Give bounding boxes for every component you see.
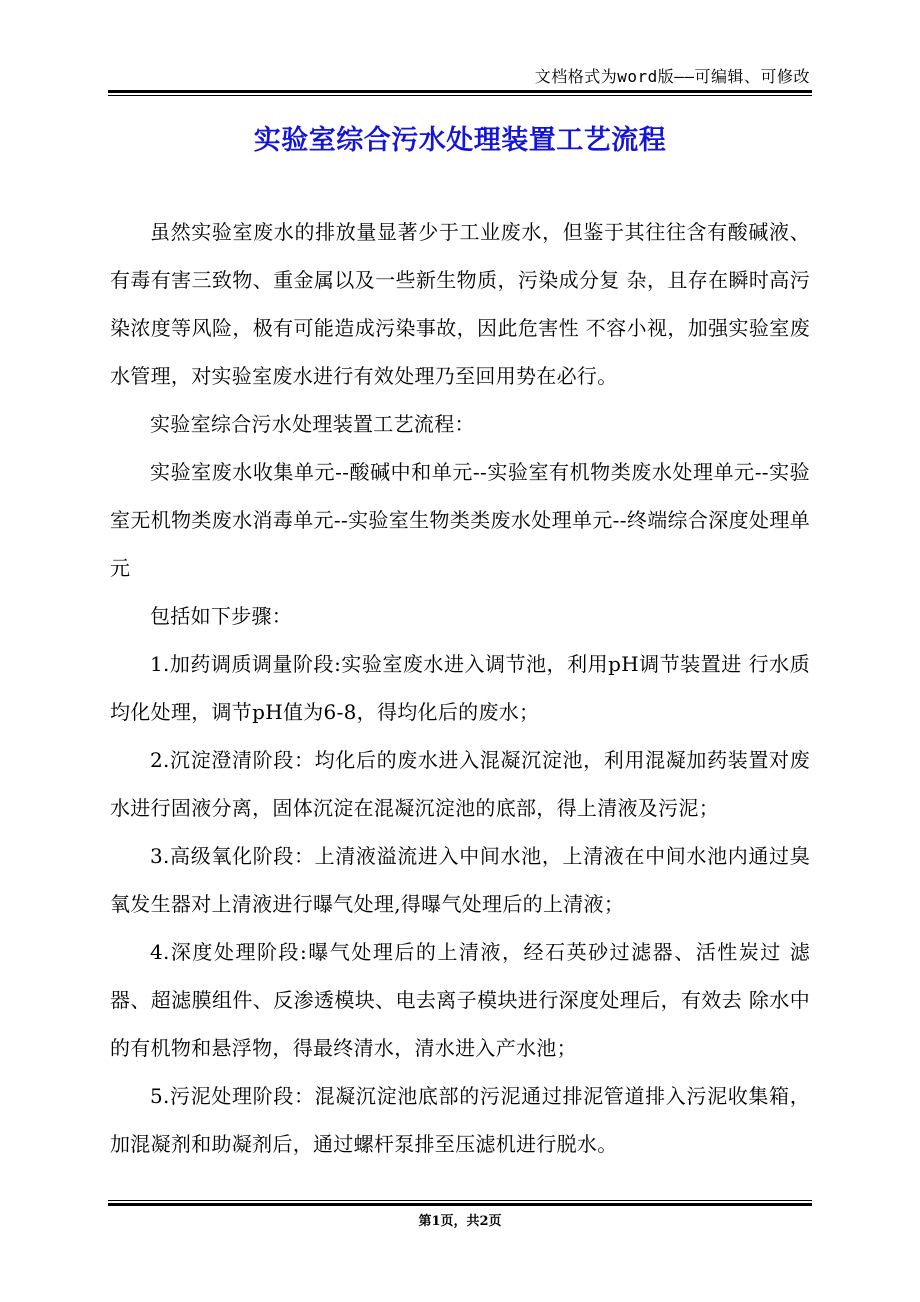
process-flow-paragraph: 实验室废水收集单元--酸碱中和单元--实验室有机物类废水处理单元--实验室无机物类废水消毒单元--实验室生物类类废水处理单元--终端综合深度处理单元 [110, 460, 810, 580]
process-heading-paragraph: 实验室综合污水处理装置工艺流程： [150, 412, 475, 436]
header-rule-thick [108, 90, 812, 93]
intro-paragraph: 虽然实验室废水的排放量显著少于工业废水，但鉴于其往往含有酸碱液、有毒有害三致物、重金属以及一些新生物质，污染成分复 杂，且存在瞬时高污染浓度等风险，极有可能造成污染事故，因此危害性 不容小视，加强实验室废水管理，对实验室废水进行有效处理乃至回用势在必行。 [110, 220, 810, 388]
steps-intro-paragraph: 包括如下步骤： [150, 604, 293, 628]
header-note: 文档格式为word版——可编辑、可修改 [534, 67, 810, 86]
step-2-paragraph: 2.沉淀澄清阶段：均化后的废水进入混凝沉淀池，利用混凝加药装置对废水进行固液分离，固体沉淀在混凝沉淀池的底部，得上清液及污泥； [110, 748, 810, 820]
step-4-paragraph: 4.深度处理阶段:曝气处理后的上清液，经石英砂过滤器、活性炭过 滤器、超滤膜组件、反渗透模块、电去离子模块进行深度处理后，有效去 除水中的有机物和悬浮物，得最终清水，清水进入产水池； [110, 940, 810, 1060]
step-5-paragraph: 5.污泥处理阶段：混凝沉淀池底部的污泥通过排泥管道排入污泥收集箱，加混凝剂和助凝剂后，通过螺杆泵排至压滤机进行脱水。 [110, 1084, 810, 1156]
page-number: 第1页，共2页 [418, 1214, 502, 1229]
footer-rule-thick [108, 1203, 812, 1206]
footer-rule-thin [108, 1200, 812, 1201]
step-3-paragraph: 3.高级氧化阶段：上清液溢流进入中间水池，上清液在中间水池内通过臭氧发生器对上清液进行曝气处理,得曝气处理后的上清液； [110, 844, 810, 916]
document-body [110, 208, 810, 1168]
document-title: 实验室综合污水处理装置工艺流程 [253, 125, 667, 156]
step-1-paragraph: 1.加药调质调量阶段:实验室废水进入调节池，利用pH调节装置进 行水质均化处理，调节pH值为6-8，得均化后的废水； [110, 652, 810, 724]
header-rule-thin [108, 95, 812, 96]
